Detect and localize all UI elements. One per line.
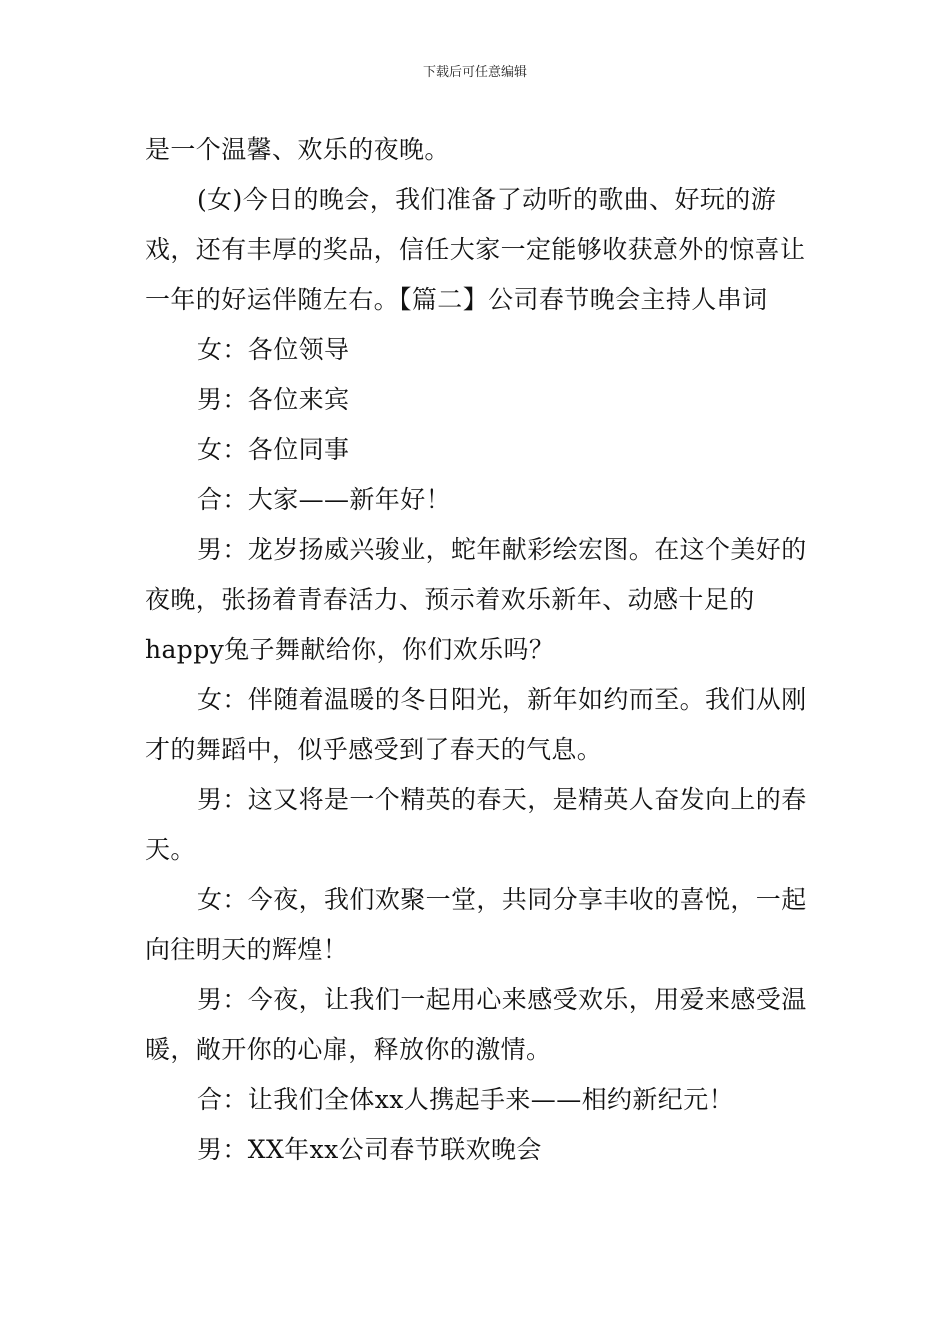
paragraph: 男：龙岁扬威兴骏业，蛇年献彩绘宏图。在这个美好的夜晚，张扬着青春活力、预示着欢乐新年、动感十足的happy兔子舞献给你，你们欢乐吗？ bbox=[145, 535, 807, 664]
paragraph: 合：大家——新年好！ bbox=[197, 485, 452, 514]
paragraph: 合：让我们全体xx人携起手来——相约新纪元！ bbox=[197, 1085, 734, 1114]
paragraph: (女)今日的晚会，我们准备了动听的歌曲、好玩的游戏，还有丰厚的奖品，信任大家一定能够收获意外的惊喜让一年的好运伴随左右。【篇二】公司春节晚会主持人串词 bbox=[145, 185, 806, 314]
paragraph: 男：各位来宾 bbox=[197, 385, 350, 414]
paragraph: 男：这又将是一个精英的春天，是精英人奋发向上的春天。 bbox=[145, 785, 807, 864]
page-header: 下载后可任意编辑 bbox=[422, 65, 527, 80]
paragraph: 女：伴随着温暖的冬日阳光，新年如约而至。我们从刚才的舞蹈中，似乎感受到了春天的气息。 bbox=[145, 685, 807, 764]
paragraph: 女：各位领导 bbox=[197, 335, 350, 364]
paragraph: 女：各位同事 bbox=[197, 435, 350, 464]
document-body bbox=[145, 125, 807, 1175]
paragraph: 男：今夜，让我们一起用心来感受欢乐，用爱来感受温暖，敞开你的心扉，释放你的激情。 bbox=[145, 985, 807, 1064]
paragraph: 女：今夜，我们欢聚一堂，共同分享丰收的喜悦，一起向往明天的辉煌！ bbox=[145, 885, 807, 964]
paragraph: 男：XX年xx公司春节联欢晚会 bbox=[197, 1135, 542, 1164]
paragraph: 是一个温馨、欢乐的夜晚。 bbox=[145, 135, 450, 164]
